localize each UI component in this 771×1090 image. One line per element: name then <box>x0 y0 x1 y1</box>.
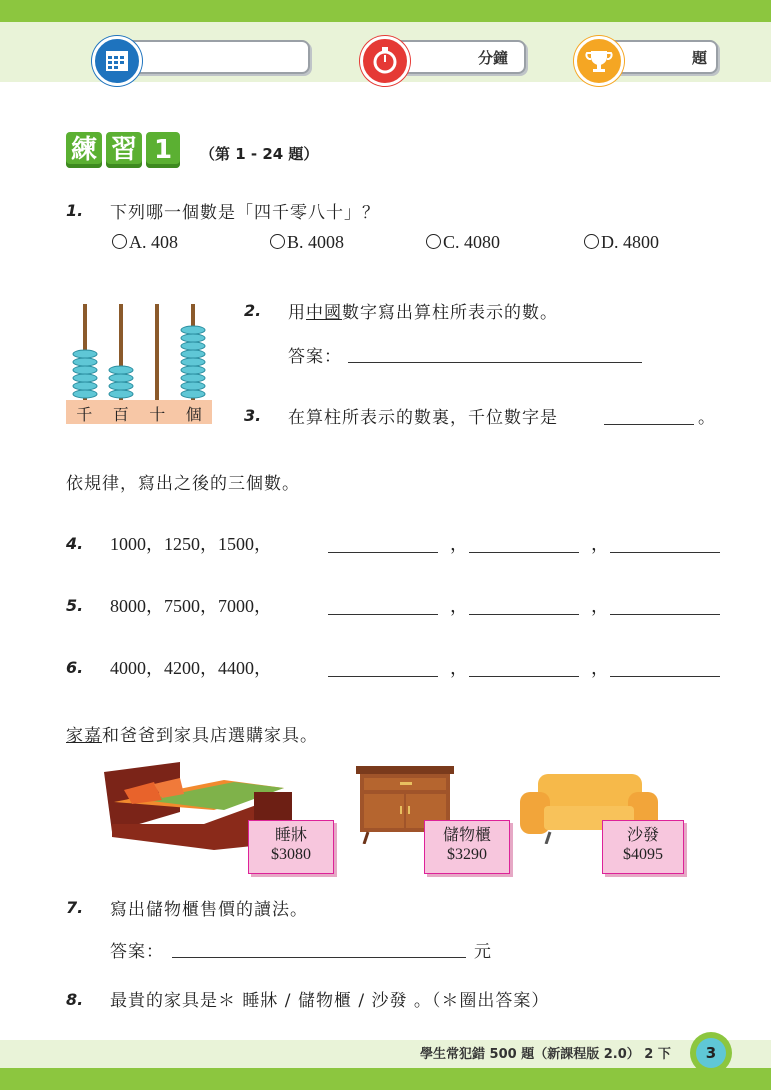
q5-blank-2[interactable] <box>469 613 579 615</box>
q2-text: 用中國數字寫出算柱所表示的數。 <box>288 303 558 323</box>
item-name: 睡牀 <box>274 825 307 844</box>
label-tens: 十 <box>149 405 166 424</box>
time-unit: 分鐘 <box>478 49 509 67</box>
label-ones: 個 <box>185 405 202 424</box>
q4-comma: ， <box>591 534 609 554</box>
bead <box>109 366 133 374</box>
q5-number: 5. <box>66 596 84 615</box>
label-thousands: 千 <box>76 405 93 424</box>
bead <box>109 382 133 390</box>
q5-comma: ， <box>591 596 609 616</box>
q3-text: 在算柱所表示的數裏，千位數字是 <box>288 408 558 428</box>
bead <box>73 366 97 374</box>
q6-comma: ， <box>591 658 609 678</box>
place-value-labels <box>66 402 212 424</box>
q3-end: 。 <box>698 408 716 428</box>
item-name: 沙發 <box>626 825 659 844</box>
bead <box>73 350 97 358</box>
q1-option-d[interactable]: D. 4800 <box>584 232 659 253</box>
q7-answer-label: 答案： <box>110 942 164 962</box>
item-name: 儲物櫃 <box>442 825 491 844</box>
q1-text: 下列哪一個數是「四千零八十」？ <box>110 203 380 223</box>
q8-number: 8. <box>66 990 84 1009</box>
bead <box>181 334 205 342</box>
q7-text: 寫出儲物櫃售價的讀法。 <box>110 900 308 920</box>
question-unit: 題 <box>692 49 708 67</box>
badge-practice-2: 習 <box>106 132 142 168</box>
badge-practice-1: 練 <box>66 132 102 168</box>
q4-number: 4. <box>66 534 84 553</box>
page-number-badge <box>690 1032 732 1074</box>
bead <box>73 382 97 390</box>
q6-blank-2[interactable] <box>469 675 579 677</box>
page-number: 3 <box>696 1038 726 1068</box>
bead <box>109 390 133 398</box>
stopwatch-icon <box>360 36 410 86</box>
price-tag-bed <box>248 820 334 874</box>
footer-bottom-band <box>0 1068 771 1090</box>
bead <box>73 390 97 398</box>
option-circle-icon <box>270 234 285 249</box>
bead <box>73 358 97 366</box>
rod <box>155 304 159 400</box>
bead <box>181 358 205 366</box>
bead <box>181 374 205 382</box>
q4-blank-2[interactable] <box>469 551 579 553</box>
q3-number: 3. <box>244 406 262 425</box>
q1-option-b[interactable]: B. 4008 <box>270 232 344 253</box>
q6-comma: ， <box>450 658 468 678</box>
price-tag-sofa <box>602 820 684 874</box>
q7-answer-blank[interactable] <box>172 956 466 958</box>
option-circle-icon <box>426 234 441 249</box>
q2-answer-blank[interactable] <box>348 361 642 363</box>
book-title: 學生常犯錯 500 題（新課程版 2.0） 2 下 <box>420 1047 671 1062</box>
q1-option-c[interactable]: C. 4080 <box>426 232 500 253</box>
q1-number: 1. <box>66 201 84 220</box>
q3-answer-blank[interactable] <box>604 423 694 425</box>
bead <box>181 326 205 334</box>
q6-sequence: 4000，4200，4400， <box>110 658 272 678</box>
price-tag-cabinet <box>424 820 510 874</box>
item-price: $3080 <box>271 846 311 863</box>
question-range: （第 1 - 24 題） <box>200 145 319 163</box>
option-circle-icon <box>112 234 127 249</box>
q4-blank-1[interactable] <box>328 551 438 553</box>
item-price: $4095 <box>623 846 663 863</box>
option-circle-icon <box>584 234 599 249</box>
q4-sequence: 1000，1250，1500， <box>110 534 272 554</box>
q4-blank-3[interactable] <box>610 551 720 553</box>
q1-option-a[interactable]: A. 408 <box>112 232 178 253</box>
q4-comma: ， <box>450 534 468 554</box>
bead <box>181 342 205 350</box>
q7-unit: 元 <box>474 942 492 962</box>
badge-practice-number: 1 <box>146 132 180 168</box>
q6-blank-3[interactable] <box>610 675 720 677</box>
bead <box>181 366 205 374</box>
q6-blank-1[interactable] <box>328 675 438 677</box>
shop-instruction: 家嘉和爸爸到家具店選購家具。 <box>66 726 318 746</box>
q5-sequence: 8000，7500，7000， <box>110 596 272 616</box>
q5-comma: ， <box>450 596 468 616</box>
calendar-icon <box>92 36 142 86</box>
bead <box>73 374 97 382</box>
q7-number: 7. <box>66 898 84 917</box>
q5-blank-3[interactable] <box>610 613 720 615</box>
q5-blank-1[interactable] <box>328 613 438 615</box>
q2-answer-label: 答案： <box>288 347 342 367</box>
q8-text[interactable]: 最貴的家具是＊ 睡牀 / 儲物櫃 / 沙發 。（＊圈出答案） <box>110 991 550 1011</box>
bead <box>181 390 205 398</box>
bead <box>109 374 133 382</box>
bead <box>181 382 205 390</box>
label-hundreds: 百 <box>112 405 129 424</box>
trophy-icon <box>574 36 624 86</box>
q2-number: 2. <box>244 301 262 320</box>
bead <box>181 350 205 358</box>
q6-number: 6. <box>66 658 84 677</box>
pattern-instruction: 依規律，寫出之後的三個數。 <box>66 474 300 494</box>
item-price: $3290 <box>447 846 487 863</box>
